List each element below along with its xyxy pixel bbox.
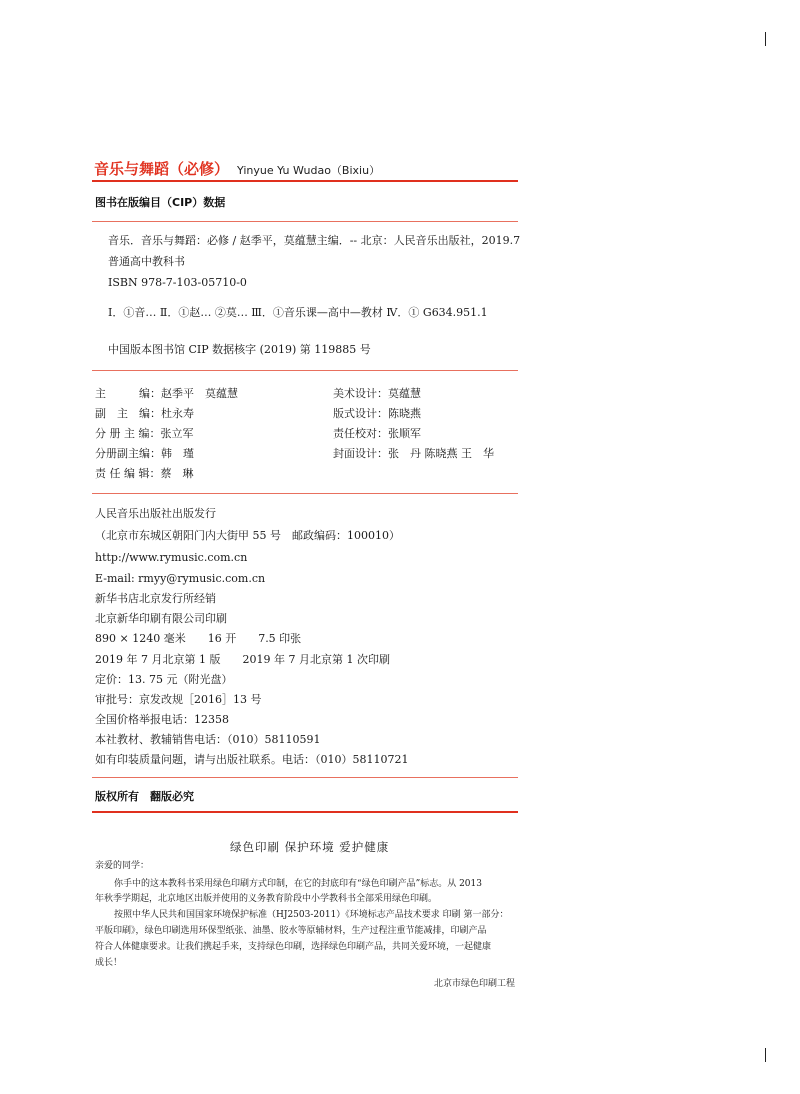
pub-line: 如有印装质量问题，请与出版社联系。电话：（010）58110721	[95, 753, 409, 766]
green-printing-line: 成长！	[95, 958, 123, 968]
pub-line: 审批号：京发改规［2016］13 号	[95, 693, 262, 706]
copyright-rule	[92, 811, 518, 813]
staff-left-3: 分册副主编：韩 瑾	[95, 447, 194, 460]
staff-left-2: 分 册 主 编：张立军	[95, 427, 194, 440]
staff-right-2: 责任校对：张顺军	[333, 427, 421, 440]
staff-left-1: 副 主 编：杜永寿	[95, 407, 194, 420]
green-printing-line: 按照中华人民共和国国家环境保护标准（HJ2503-2011）《环境标志产品技术要求 印刷 第一部分：	[114, 910, 509, 920]
staff-left-4: 责 任 编 辑：蔡 琳	[95, 467, 194, 480]
cip-heading: 图书在版编目（CIP）数据	[95, 196, 226, 209]
crop-mark-bottom	[765, 1048, 766, 1062]
book-title-en: Yinyue Yu Wudao（Bixiu）	[237, 164, 381, 177]
pub-line: 定价：13. 75 元（附光盘）	[95, 673, 233, 686]
staff-right-1: 版式设计：陈晓燕	[333, 407, 421, 420]
green-printing-line: 符合人体健康要求。让我们携起手来，支持绿色印刷，选择绿色印刷产品，共同关爱环境，一起健康	[95, 942, 492, 952]
cip-end-rule	[92, 370, 518, 371]
staff-left-0: 主 编：赵季平 莫蕴慧	[95, 387, 238, 400]
green-printing-salutation: 亲爱的同学：	[95, 861, 150, 871]
cip-line: 音乐．音乐与舞蹈：必修 / 赵季平，莫蕴慧主编．-- 北京：人民音乐出版社，2019.7	[108, 234, 521, 247]
green-printing-signature: 北京市绿色印刷工程	[434, 979, 516, 989]
staff-right-3: 封面设计：张 丹 陈晓燕 王 华	[333, 447, 494, 460]
pub-line: 890 × 1240 毫米 16 开 7.5 印张	[95, 632, 302, 645]
cip-line: 普通高中教科书	[108, 255, 185, 268]
crop-mark-top	[765, 32, 766, 46]
pub-line: E-mail: rmyy@rymusic.com.cn	[95, 572, 266, 585]
pub-line: 北京新华印刷有限公司印刷	[95, 612, 227, 625]
cip-line: ISBN 978-7-103-05710-0	[108, 276, 247, 289]
pub-line: 本社教材、教辅销售电话：（010）58110591	[95, 733, 321, 746]
green-printing-line: 年秋季学期起，北京地区出版并使用的义务教育阶段中小学教科书全部采用绿色印刷。	[95, 894, 438, 904]
cip-line: Ⅰ．①音… Ⅱ．①赵… ②莫… Ⅲ．①音乐课—高中—教材 Ⅳ．① G634.951.1	[108, 306, 488, 319]
staff-end-rule	[92, 493, 518, 494]
book-title-cn: 音乐与舞蹈（必修）	[94, 160, 230, 178]
pub-line: http://www.rymusic.com.cn	[95, 551, 248, 564]
pub-line: 人民音乐出版社出版发行	[95, 507, 216, 520]
green-printing-line: 你手中的这本教科书采用绿色印刷方式印制，在它的封底印有“绿色印刷产品”标志。从 2013	[114, 879, 482, 889]
pub-line: 全国价格举报电话：12358	[95, 713, 229, 726]
header-rule	[92, 180, 518, 182]
cip-line: 中国版本图书馆 CIP 数据核字 (2019) 第 119885 号	[108, 343, 371, 356]
pub-line: 新华书店北京发行所经销	[95, 592, 216, 605]
pub-line: （北京市东城区朝阳门内大街甲 55 号 邮政编码：100010）	[95, 529, 400, 542]
cip-heading-rule	[92, 221, 518, 222]
copyright-notice: 版权所有 翻版必究	[95, 790, 194, 803]
green-printing-line: 平版印刷》，绿色印刷选用环保型纸张、油墨、胶水等原辅材料，生产过程注重节能减排，印刷产品	[95, 926, 487, 936]
pub-end-rule	[92, 777, 518, 778]
green-printing-title: 绿色印刷 保护环境 爱护健康	[230, 840, 390, 854]
staff-right-0: 美术设计：莫蕴慧	[333, 387, 421, 400]
pub-line: 2019 年 7 月北京第 1 版 2019 年 7 月北京第 1 次印刷	[95, 653, 390, 666]
